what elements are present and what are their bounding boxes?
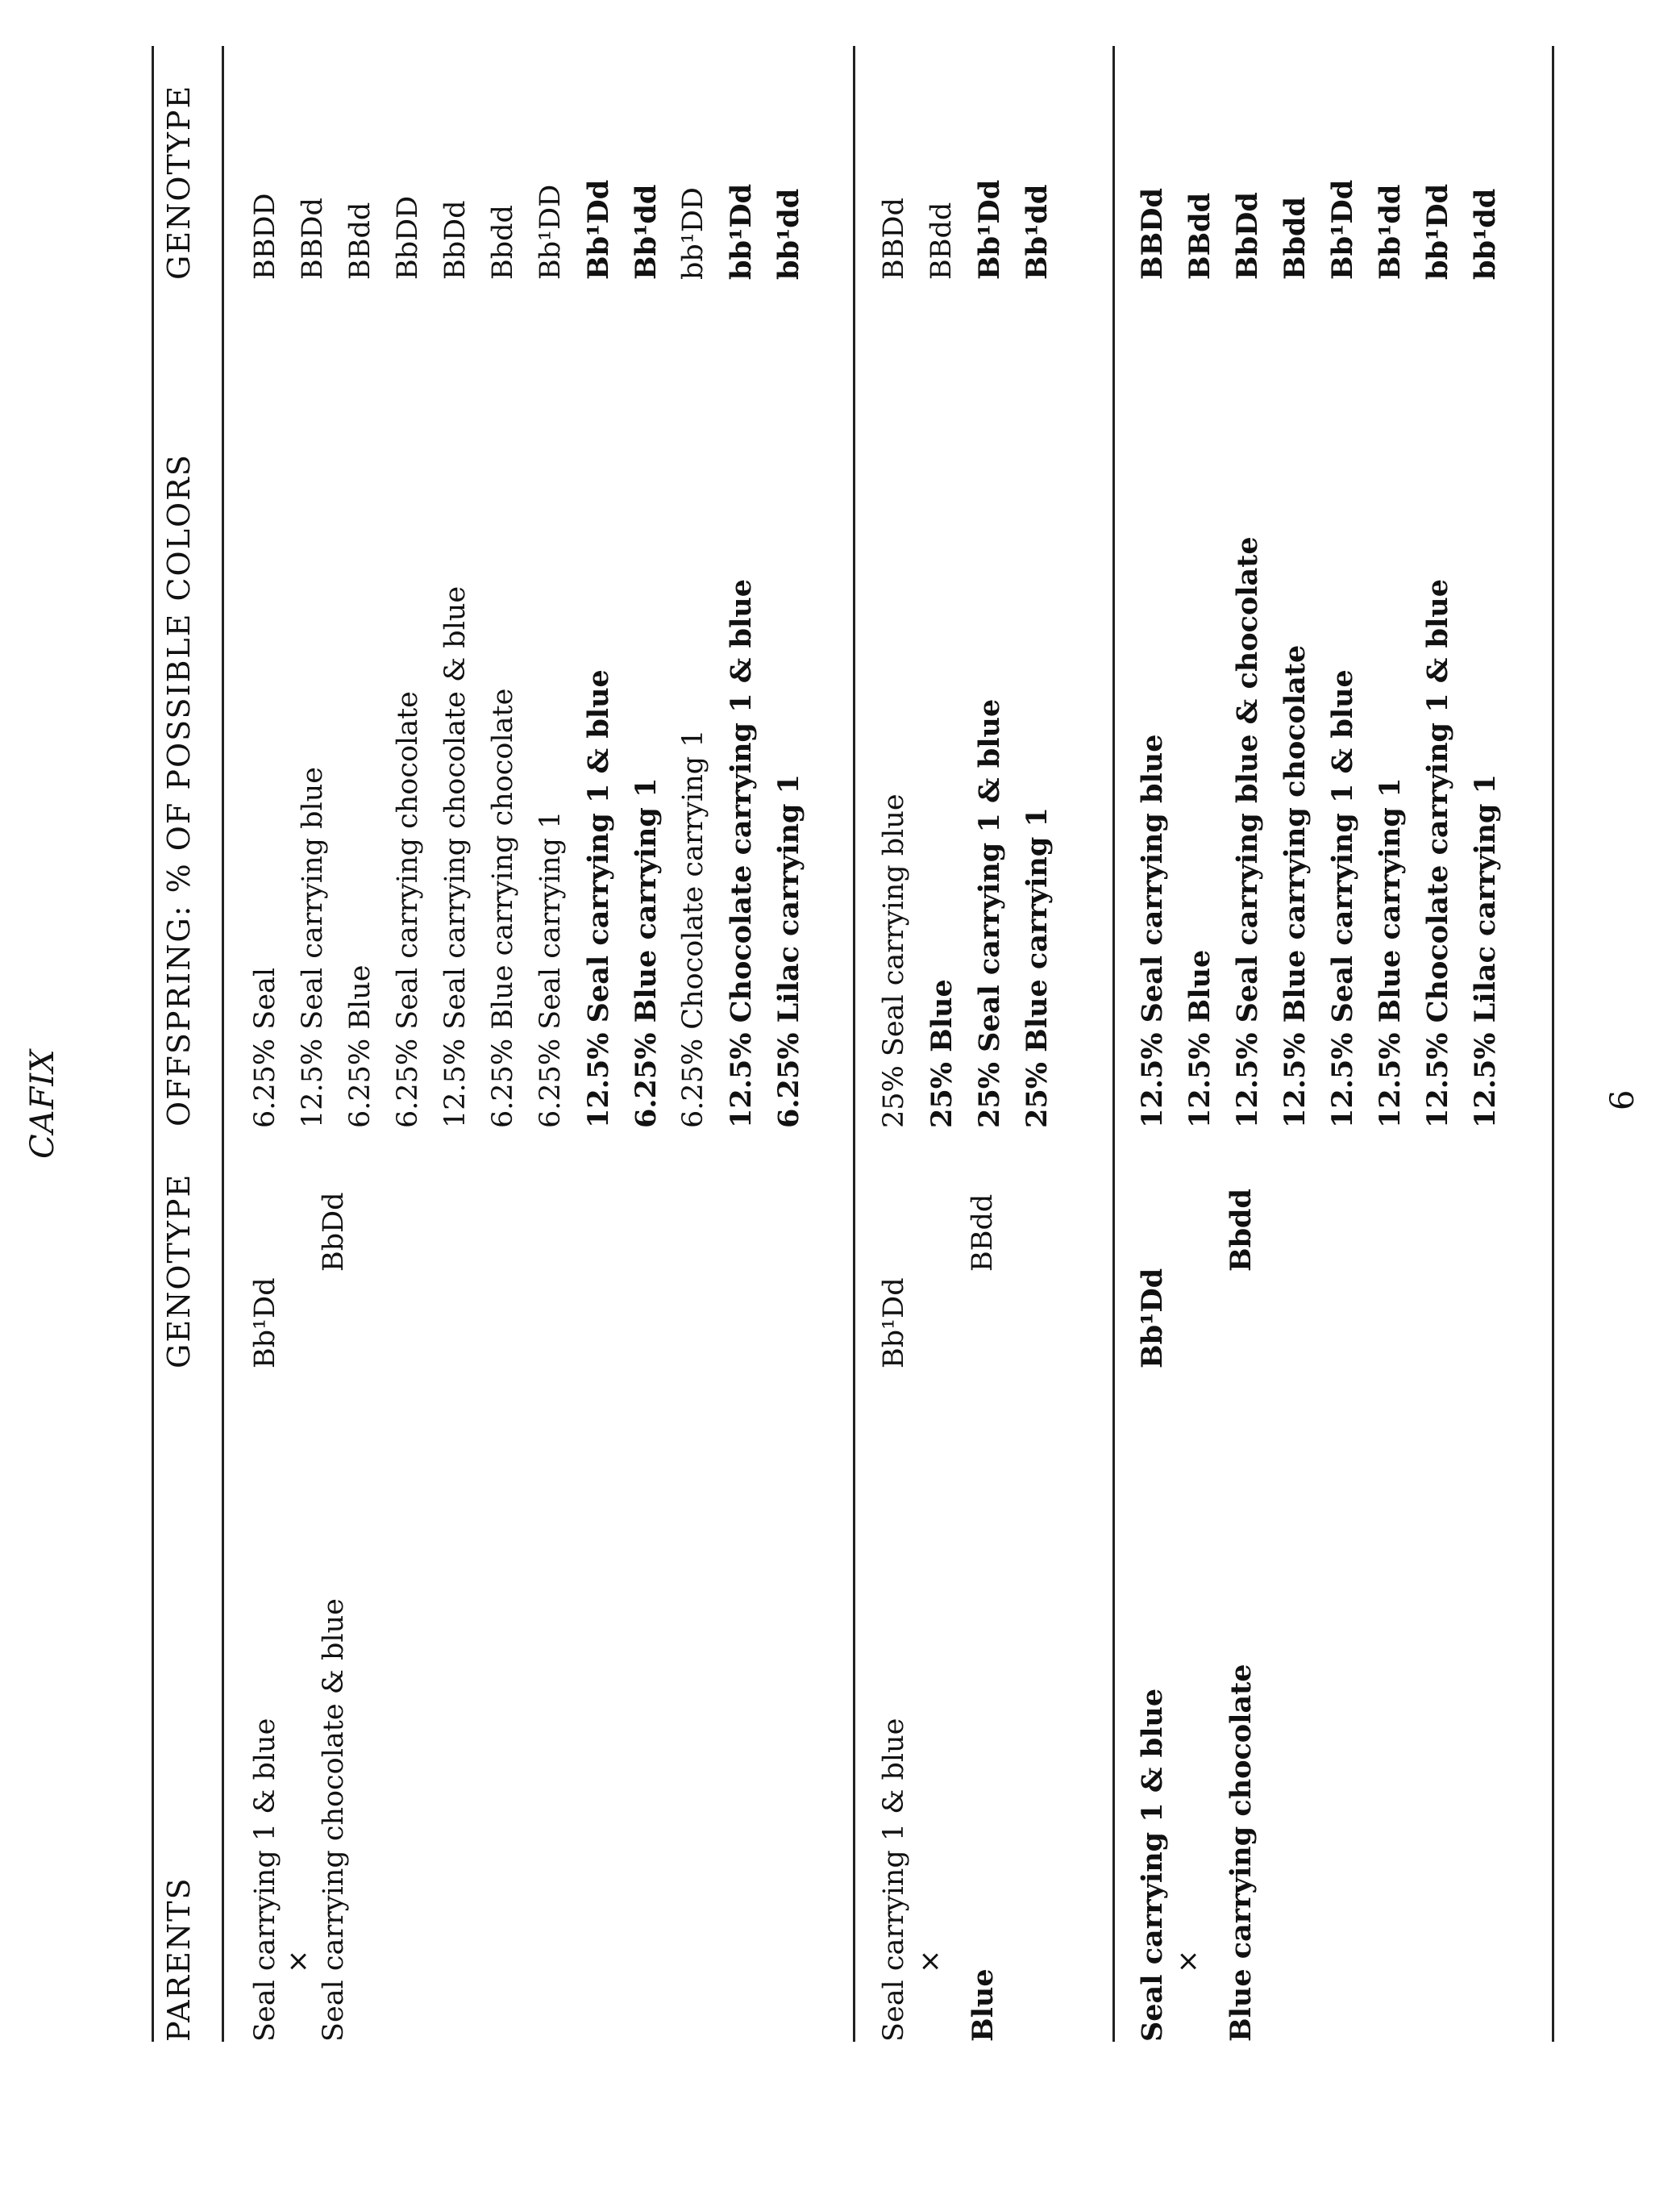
genotype-item: Bb¹Dd (1326, 179, 1359, 280)
section-rule-1 (853, 46, 855, 2042)
offspring-item: 25% Blue (925, 979, 959, 1128)
offspring-item: 12.5% Blue (1183, 949, 1216, 1128)
cross-3-parent1-genotype: Bb¹Dd (1136, 1268, 1169, 1368)
cross-2-parent2-genotype: BBdd (967, 1193, 999, 1272)
genotype-item: bb¹DD (677, 187, 709, 280)
cross-1-cross-symbol: × (282, 1949, 314, 1973)
genotype-item: BBDd (878, 198, 910, 280)
offspring-item: 6.25% Blue carrying 1 (630, 777, 663, 1128)
offspring-item: 12.5% Seal carrying 1 & blue (582, 669, 615, 1128)
running-head: CAFIX (24, 1048, 61, 1159)
offspring-item: 12.5% Seal carrying blue (297, 766, 329, 1128)
page-number: 6 (1604, 1089, 1641, 1110)
cross-1-genotype-list (242, 180, 813, 280)
genotype-item: BbDd (439, 200, 472, 280)
header-parents: PARENTS (161, 1876, 197, 2042)
offspring-item: 6.25% Seal (249, 967, 281, 1128)
cross-1-offspring-list (242, 579, 813, 1128)
genotype-item: Bb¹dd (1021, 184, 1054, 280)
cross-2-parent1: Seal carrying 1 & blue (878, 1718, 910, 2042)
cross-1-parent1-genotype: Bb¹Dd (249, 1277, 281, 1368)
genotype-item: Bb¹Dd (973, 179, 1006, 280)
offspring-item: 12.5% Lilac carrying 1 (1469, 773, 1502, 1128)
header-parent-genotype: GENOTYPE (161, 1172, 197, 1368)
cross-2-offspring-list (871, 699, 1061, 1128)
section-rule-2 (1112, 46, 1115, 2042)
cross-2-genotype-list (871, 180, 1061, 280)
genotype-item: BbDD (392, 195, 424, 280)
cross-3-cross-symbol: × (1172, 1949, 1204, 1973)
genotype-item: bb¹Dd (725, 183, 758, 280)
offspring-item: 12.5% Seal carrying blue & chocolate (1231, 536, 1264, 1128)
cross-2-parent2: Blue (967, 1968, 1000, 2042)
top-rule (152, 46, 154, 2042)
cross-1-parent2-genotype: BbDd (318, 1192, 350, 1272)
genotype-item: BbDd (1231, 192, 1264, 280)
cross-3-offspring-list (1129, 536, 1509, 1128)
offspring-item: 12.5% Chocolate carrying 1 & blue (1421, 579, 1454, 1128)
offspring-item: 12.5% Blue carrying chocolate (1279, 644, 1312, 1128)
genotype-item: BBdd (344, 202, 376, 280)
offspring-item: 6.25% Lilac carrying 1 (772, 773, 805, 1128)
header-rule (222, 46, 224, 2042)
cross-1-parent2: Seal carrying chocolate & blue (318, 1598, 350, 2042)
header-offspring: OFFSPRING: % OF POSSIBLE COLORS (161, 453, 197, 1127)
genotype-item: Bbdd (1279, 196, 1312, 280)
genotype-item: Bb¹dd (1374, 184, 1407, 280)
offspring-item: 6.25% Blue (344, 964, 376, 1128)
offspring-item: 25% Seal carrying 1 & blue (973, 698, 1006, 1128)
genotype-item: BBDD (249, 193, 281, 280)
cross-2-parent1-genotype: Bb¹Dd (878, 1277, 910, 1368)
cross-2-cross-symbol: × (914, 1949, 946, 1973)
genotype-item: BBDd (297, 198, 329, 280)
genotype-item: Bb¹DD (534, 184, 567, 280)
offspring-item: 12.5% Chocolate carrying 1 & blue (725, 579, 758, 1128)
header-offspring-genotype: GENOTYPE (161, 84, 197, 280)
genotype-item: bb¹dd (772, 188, 805, 280)
offspring-item: 6.25% Chocolate carrying 1 (677, 729, 709, 1128)
cross-3-genotype-list (1129, 180, 1509, 280)
offspring-item: 12.5% Seal carrying chocolate & blue (439, 585, 472, 1128)
genotype-item: BBdd (1183, 192, 1216, 280)
offspring-item: 6.25% Seal carrying chocolate (392, 691, 424, 1128)
cross-3-parent2: Blue carrying chocolate (1225, 1664, 1258, 2042)
offspring-item: 12.5% Seal carrying 1 & blue (1326, 669, 1359, 1128)
bottom-rule (1552, 46, 1554, 2042)
genotype-item: Bb¹dd (630, 184, 663, 280)
genotype-item: Bb¹Dd (582, 179, 615, 280)
offspring-item: 25% Seal carrying blue (878, 793, 910, 1128)
genotype-item: bb¹dd (1469, 188, 1502, 280)
genotype-item: BBDd (1136, 188, 1169, 280)
offspring-item: 6.25% Seal carrying 1 (534, 810, 567, 1128)
cross-1-parent1: Seal carrying 1 & blue (249, 1718, 281, 2042)
genotype-item: Bbdd (487, 205, 519, 280)
offspring-item: 6.25% Blue carrying chocolate (487, 688, 519, 1128)
genotype-item: BBdd (925, 202, 958, 280)
cross-3-parent2-genotype: Bbdd (1225, 1188, 1258, 1272)
offspring-item: 12.5% Seal carrying blue (1136, 734, 1169, 1128)
genotype-item: bb¹Dd (1421, 183, 1454, 280)
offspring-item: 12.5% Blue carrying 1 (1374, 777, 1407, 1128)
cross-3-parent1: Seal carrying 1 & blue (1136, 1688, 1169, 2042)
offspring-item: 25% Blue carrying 1 (1021, 807, 1054, 1128)
